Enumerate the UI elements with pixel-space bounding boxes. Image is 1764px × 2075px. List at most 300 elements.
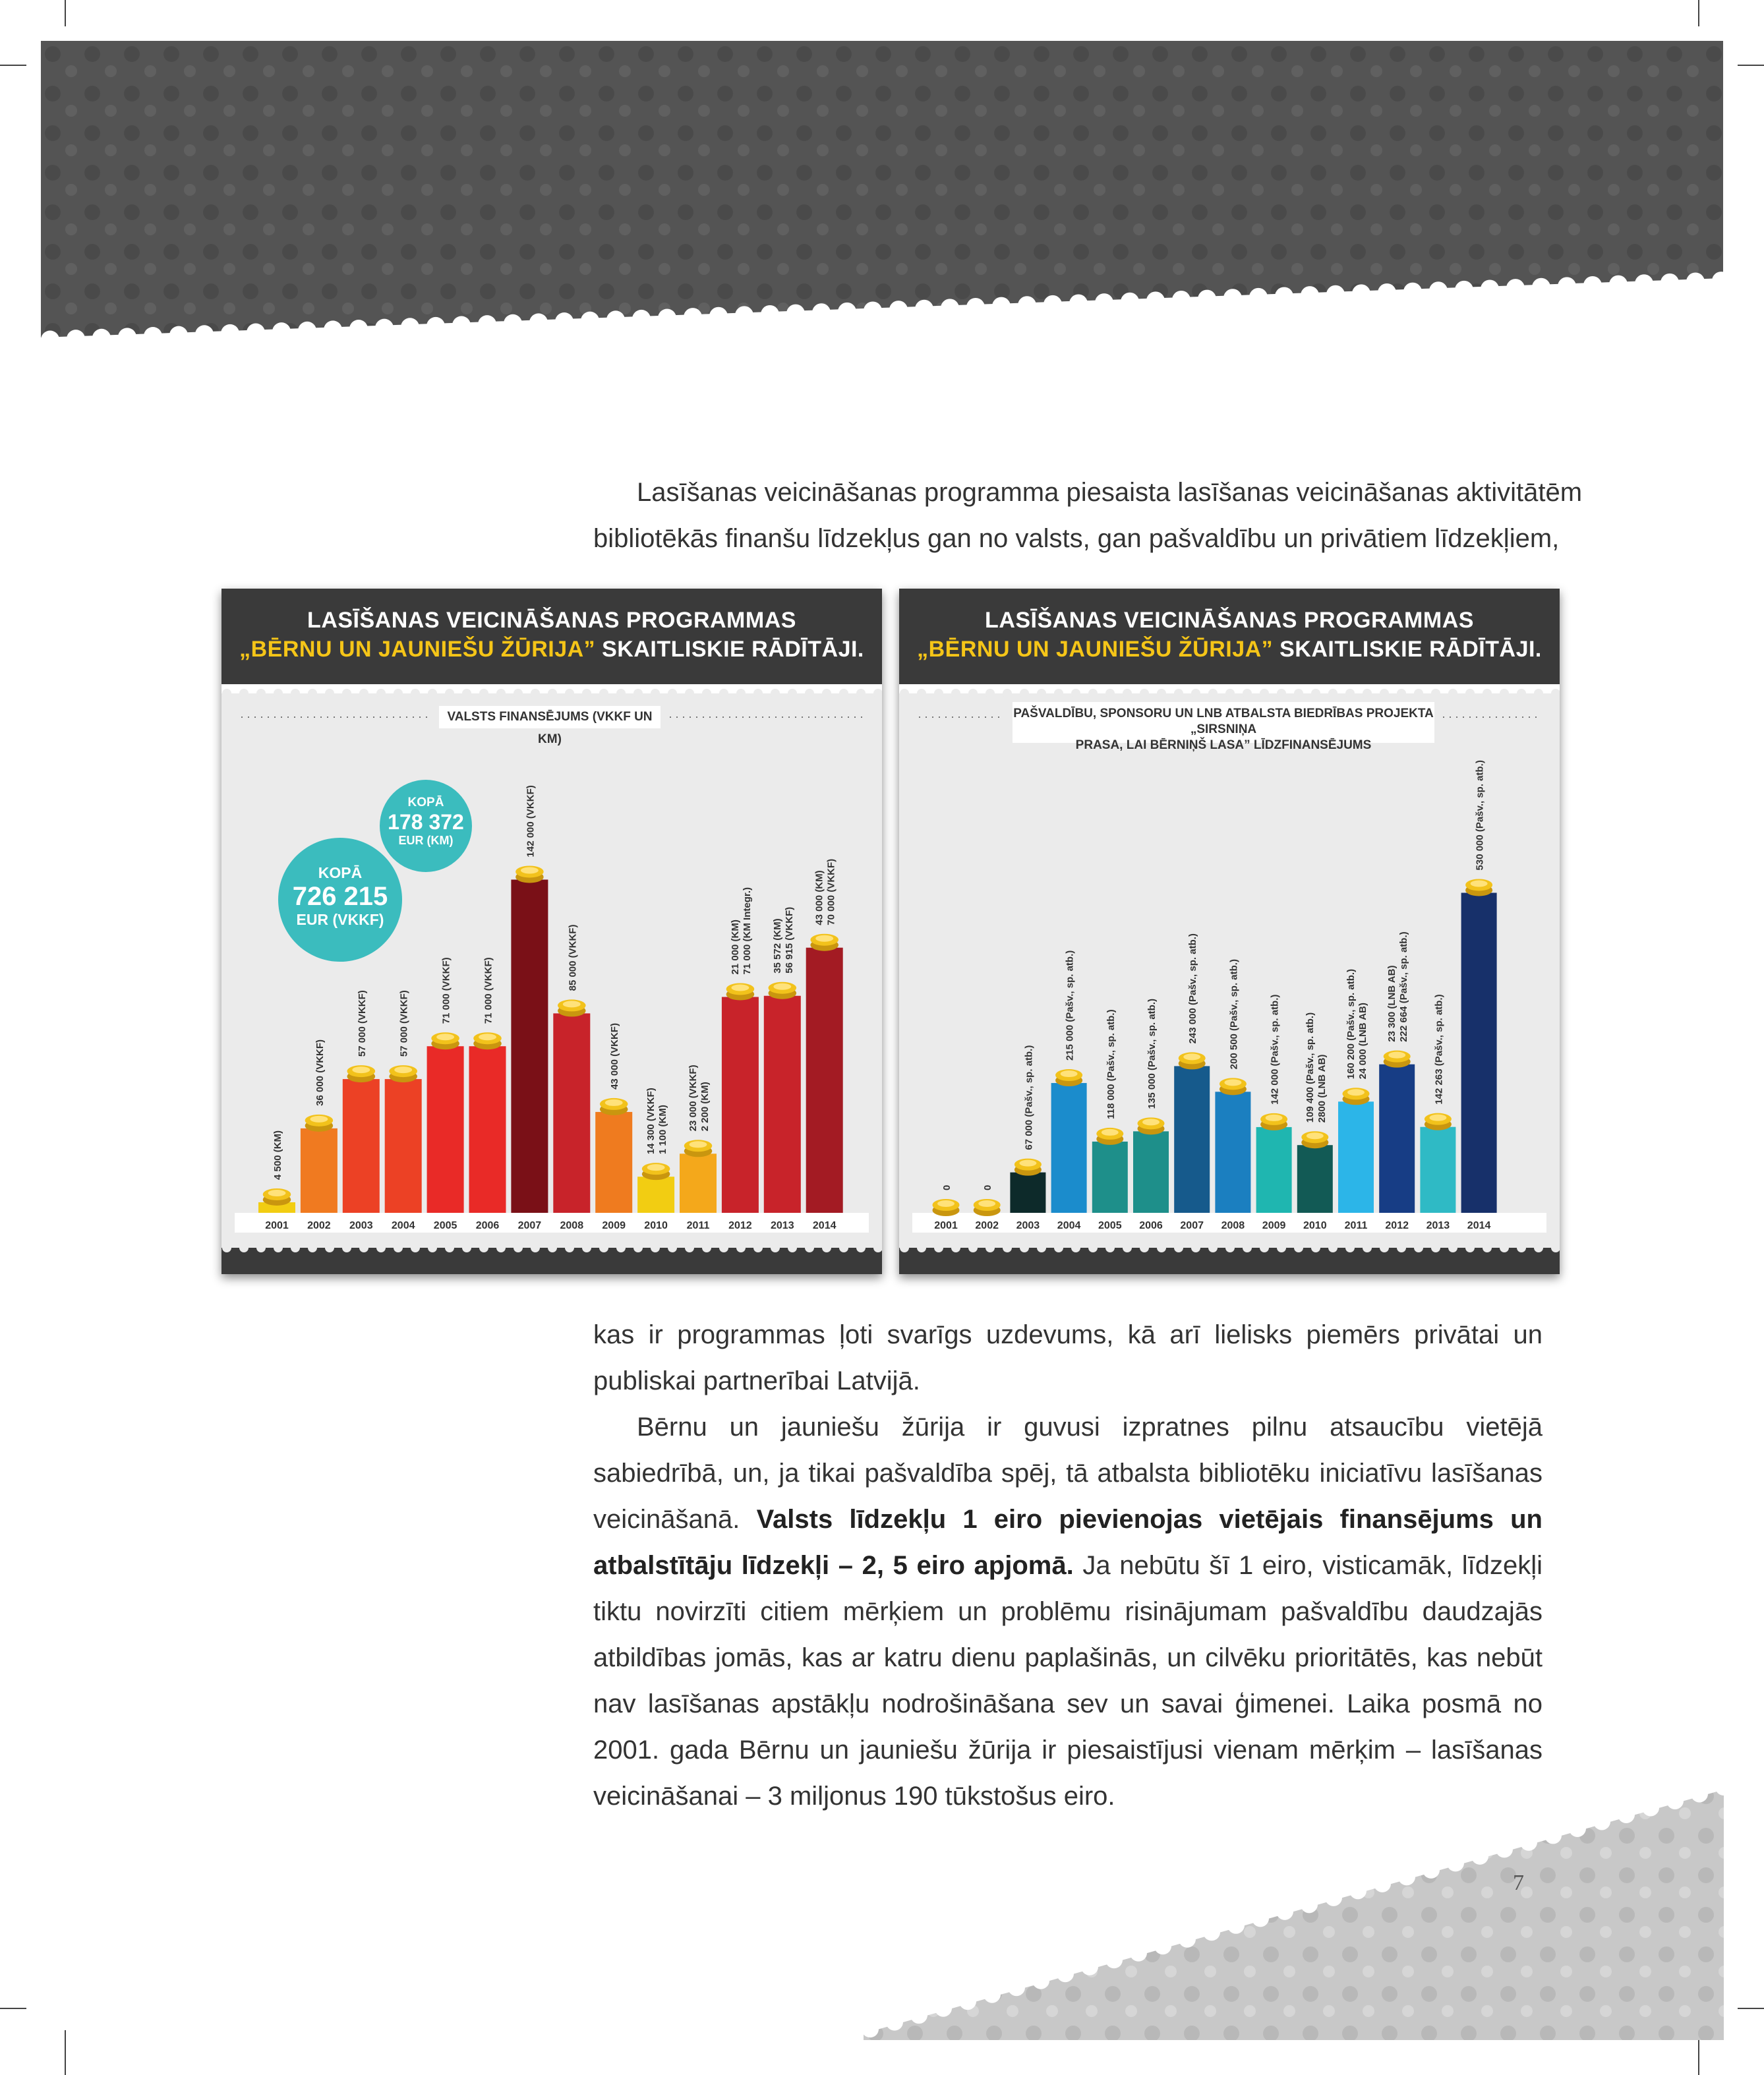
coin-icon (978, 1200, 995, 1207)
x-tick-label: 2012 (728, 1220, 752, 1231)
data-label: 4 500 (KM) (272, 1130, 283, 1180)
panel-edge-dot (934, 689, 943, 698)
panel-footer-dot (376, 1243, 386, 1252)
panel-edge-dot (394, 689, 403, 698)
panel-footer-dot (1414, 1243, 1423, 1252)
bar-2009 (1256, 1127, 1292, 1213)
bar-2004 (385, 1079, 422, 1213)
scallop-dot (1569, 1820, 1586, 1837)
scallop-dot (1032, 1972, 1049, 1989)
panel-edge-dot (788, 689, 797, 698)
scallop-dot (1558, 277, 1576, 295)
scallop-dot (1666, 1792, 1684, 1809)
total-badge-km (380, 780, 472, 872)
coin-icon (1019, 1160, 1036, 1167)
panel-footer-dot (900, 1243, 909, 1252)
panel-footer-dot (985, 1243, 995, 1252)
panel-edge-dot (1311, 689, 1320, 698)
panel-edge-dot (951, 689, 960, 698)
panel-footer-dot (1277, 1243, 1286, 1252)
scallop-dot (1661, 274, 1679, 292)
coin-icon (731, 984, 749, 991)
scallop-dot (1154, 1937, 1171, 1954)
scallop-dot (1198, 290, 1216, 308)
x-tick-label: 2014 (812, 1220, 837, 1231)
panel-footer-dot (479, 1243, 488, 1252)
panel-footer-dot (702, 1243, 711, 1252)
panel-edge-dot (822, 689, 831, 698)
panel-edge-dot (753, 689, 763, 698)
scallop-dot (144, 327, 162, 345)
scallop-dot (1276, 1903, 1293, 1920)
scallop-dot (984, 1986, 1001, 2003)
panel-footer-dot (1037, 1243, 1046, 1252)
panel-edge-dot (917, 689, 926, 698)
panel-footer-dot (1380, 1243, 1389, 1252)
panel-edge-dot (839, 689, 848, 698)
scallop-dot (504, 314, 522, 333)
crop-mark (65, 0, 66, 26)
scallop-dot (786, 305, 805, 323)
scallop-dot (1532, 278, 1550, 297)
panel-edge-dot (1534, 689, 1543, 698)
scallop-dot (1252, 1910, 1269, 1927)
panel-footer-dot (1157, 1243, 1166, 1252)
bar-2012 (1379, 1065, 1415, 1213)
panel-footer-dot (1020, 1243, 1029, 1252)
scallop-dot (195, 325, 214, 343)
panel-footer-dot (736, 1243, 746, 1252)
panel-footer-dot (462, 1243, 471, 1252)
scallop-dot (959, 1993, 976, 2010)
scallop-dot (298, 322, 316, 340)
panel-footer-dot (1500, 1243, 1509, 1252)
panel-edge-dot (1054, 689, 1063, 698)
coin-icon (436, 1034, 454, 1040)
scallop-dot (992, 297, 1011, 316)
panel-footer-dot (1328, 1243, 1338, 1252)
x-tick-label: 2011 (686, 1220, 710, 1231)
panel-edge-dot (1448, 689, 1457, 698)
scallop-dot (864, 301, 882, 320)
scallop-dot (1609, 276, 1628, 294)
coin-icon (1183, 1053, 1200, 1060)
panel-edge-dot (325, 689, 334, 698)
panel-edge-dot (1465, 689, 1475, 698)
scallop-dot (761, 305, 779, 324)
bar-2003 (343, 1079, 380, 1213)
badge-unit: EUR (VKKF) (296, 911, 384, 928)
panel-title-line1: LASĪŠANAS VEICINĀŠANAS PROGRAMMAS (307, 608, 796, 633)
scallop-dot (1593, 1813, 1610, 1830)
bar-2008 (1215, 1092, 1250, 1213)
scallop-dot (886, 2014, 903, 2031)
panel-edge-dot (1225, 689, 1235, 698)
panel-edge-dot (462, 689, 471, 698)
x-tick-label: 2008 (560, 1220, 584, 1231)
panel-footer-dot (1397, 1243, 1406, 1252)
panel-edge-dot (1088, 689, 1098, 698)
scallop-dot (1618, 1806, 1635, 1823)
panel-footer-dot (1260, 1243, 1269, 1252)
scallop-dot (915, 300, 933, 318)
panel-edge-dot (239, 689, 249, 698)
panel-edge-dot (1003, 689, 1012, 698)
crop-mark (0, 2008, 26, 2009)
data-label: 142 263 (Pašv., sp. atb.) (1433, 994, 1445, 1105)
coin-icon (647, 1164, 665, 1171)
scallop-dot (1423, 1861, 1440, 1879)
scallop-dot (709, 307, 728, 326)
scallop-dot (1496, 1840, 1513, 1857)
coin-icon (1061, 1070, 1078, 1077)
chart-panel-state-funding (221, 589, 882, 1274)
panel-edge-dot (1380, 689, 1389, 698)
scallop-dot (581, 312, 599, 330)
scallop-dot (684, 308, 702, 326)
crop-mark (1698, 0, 1699, 26)
panel-edge-dot (668, 689, 677, 698)
panel-edge-dot (308, 689, 317, 698)
data-label: 71 000 (VKKF) (440, 957, 452, 1024)
crop-mark (1738, 2008, 1764, 2009)
panel-edge-dot (1517, 689, 1526, 698)
scallop-dot (1326, 285, 1345, 304)
panel-footer-dot (856, 1243, 866, 1252)
data-label: 43 000 (VKKF) (609, 1023, 621, 1090)
panel-footer-dot (239, 1243, 249, 1252)
scallop-dot (1374, 1875, 1391, 1892)
scallop-dot (632, 310, 651, 328)
coin-icon (1429, 1115, 1446, 1121)
panel-edge-dot (256, 689, 266, 698)
panel-footer-dot (951, 1243, 960, 1252)
scallop-dot (375, 319, 394, 337)
scallop-dot (92, 329, 111, 347)
panel-edge-dot (616, 689, 626, 698)
scallop-dot (1447, 1854, 1464, 1871)
panel-edge-dot (633, 689, 643, 698)
scallop-dot (1325, 1889, 1342, 1906)
data-label: 0 (982, 1184, 994, 1190)
data-label: 35 572 (KM) (771, 918, 783, 974)
scallop-dot (658, 308, 676, 327)
scallop-dot (1506, 279, 1525, 297)
scallop-dot (889, 301, 908, 319)
chart-subtitle-line1: PAŠVALDĪBU, SPONSORU UN LNB ATBALSTA BIEDRĪBAS PROJEKTA „SIRSNIŅA (1013, 707, 1434, 736)
data-label: 67 000 (Pašv., sp. atb.) (1023, 1045, 1035, 1150)
x-tick-label: 2008 (1221, 1220, 1245, 1231)
panel-footer-dot (719, 1243, 728, 1252)
panel-edge-dot (291, 689, 300, 698)
panel-edge-dot (771, 689, 780, 698)
coin-icon (773, 983, 791, 990)
panel-footer-dot (917, 1243, 926, 1252)
data-label: 530 000 (Pašv., sp. atb.) (1474, 760, 1486, 871)
chart-panel-cofunding (899, 589, 1560, 1274)
scallop-dot (1583, 276, 1602, 295)
x-tick-label: 2013 (771, 1220, 794, 1231)
scallop-dot (1635, 274, 1653, 293)
data-label: 142 000 (Pašv., sp. atb.) (1269, 994, 1281, 1105)
scallop-dot (1121, 293, 1139, 311)
coin-icon (1142, 1119, 1160, 1125)
data-label: 215 000 (Pašv., sp. atb.) (1064, 950, 1076, 1061)
panel-footer-dot (788, 1243, 797, 1252)
badge-unit: EUR (KM) (398, 834, 454, 847)
badge-value: 726 215 (292, 882, 388, 911)
panel-footer-dot (822, 1243, 831, 1252)
bar-2007 (511, 879, 548, 1213)
x-tick-label: 2014 (1467, 1220, 1491, 1231)
coin-icon (1347, 1089, 1365, 1096)
scallop-dot (1520, 1834, 1537, 1851)
panel-footer-dot (753, 1243, 763, 1252)
panel-footer-dot (599, 1243, 608, 1252)
scallop-dot (1349, 1882, 1367, 1899)
panel-title-rest: SKAITLISKIE RĀDĪTĀJI. (595, 637, 864, 662)
badge-label: KOPĀ (407, 796, 444, 809)
panel-edge-dot (685, 689, 694, 698)
coin-icon (1471, 880, 1488, 887)
scallop-dot (478, 315, 496, 334)
panel-footer-dot (616, 1243, 626, 1252)
scallop-dot (1429, 281, 1448, 300)
panel-footer-dot (308, 1243, 317, 1252)
data-label: 57 000 (VKKF) (356, 990, 368, 1057)
paragraph-text-end: Ja nebūtu šī 1 eiro, visticamāk, līdzekļi tiktu novirzīti citiem mērķiem un problēmu risinājumam pašvaldību daudzajās atbildības jomās, kas ar katru dienu paplašinās, un cilvēku prioritātēs, kas nebūt nav lasīšanas apstākļu nodrošināšana sev un savai ģimenei. Laika posmā no 2001. gada Bērnu un jauniešu žūrija ir piesaistījusi vienam mērķim – lasīšanas veicināšanai – 3 miljonus 190 tūkstošus eiro. (593, 1551, 1543, 1811)
page-number: 7 (1513, 1871, 1524, 1895)
panel-edge-dot (702, 689, 711, 698)
panel-footer-dot (1345, 1243, 1355, 1252)
panel-footer-dot (1311, 1243, 1320, 1252)
data-label: 118 000 (Pašv., sp. atb.) (1105, 1009, 1117, 1119)
body-paragraph-intro-line2: bibliotēkās finanšu līdzekļus gan no valsts, gan pašvaldību un privātiem līdzekļiem, (593, 524, 1560, 553)
scallop-dot (1378, 283, 1396, 302)
panel-edge-dot (514, 689, 523, 698)
panel-title-line1: LASĪŠANAS VEICINĀŠANAS PROGRAMMAS (985, 608, 1474, 633)
badge-label: KOPĀ (318, 864, 363, 881)
panel-edge-dot (1294, 689, 1303, 698)
panel-footer-dot (1517, 1243, 1526, 1252)
data-label: 109 400 (Pašv., sp. atb.) (1304, 1012, 1316, 1123)
body-paragraph-main (593, 1404, 1543, 1819)
scallop-dot (1691, 1785, 1708, 1802)
panel-edge-dot (1123, 689, 1132, 698)
coin-icon (1388, 1052, 1405, 1059)
bar-2010 (637, 1177, 674, 1213)
x-tick-label: 2006 (475, 1220, 500, 1231)
panel-footer-dot (1243, 1243, 1252, 1252)
crop-mark (0, 65, 26, 66)
scallop-dot (1130, 1944, 1147, 1962)
scallop-dot (1044, 295, 1062, 314)
data-label: 56 915 (VKKF) (783, 906, 795, 974)
panel-footer-dot (1431, 1243, 1440, 1252)
panel-edge-dot (1483, 689, 1492, 698)
data-label: 85 000 (VKKF) (567, 924, 579, 991)
x-tick-label: 2004 (1057, 1220, 1081, 1231)
scallop-dot (118, 328, 136, 346)
bar-2011 (1338, 1101, 1374, 1213)
data-label: 243 000 (Pašv., sp. atb.) (1187, 933, 1199, 1044)
coin-icon (352, 1067, 370, 1073)
panel-footer-dot (582, 1243, 591, 1252)
scallop-dot (221, 324, 239, 343)
panel-edge-dot (1037, 689, 1046, 698)
panel-edge-dot (1208, 689, 1218, 698)
coin-icon (394, 1067, 412, 1073)
panel-footer-dot (411, 1243, 420, 1252)
panel-footer-dot (256, 1243, 266, 1252)
data-label: 222 664 (Pašv., sp. atb.) (1398, 931, 1410, 1042)
bar-2006 (1133, 1131, 1169, 1213)
x-tick-label: 2006 (1139, 1220, 1163, 1231)
coin-icon (937, 1200, 955, 1207)
panel-edge-dot (1277, 689, 1286, 698)
x-tick-label: 2003 (349, 1220, 373, 1231)
scallop-dot (1105, 1951, 1123, 1968)
panel-footer-dot (934, 1243, 943, 1252)
scallop-dot (735, 306, 753, 324)
x-tick-label: 2004 (391, 1220, 415, 1231)
scallop-dot (1008, 1979, 1025, 1996)
panel-footer-dot (1123, 1243, 1132, 1252)
data-label: 70 000 (VKKF) (825, 858, 837, 925)
data-label: 36 000 (VKKF) (314, 1039, 326, 1106)
panel-edge-dot (1243, 689, 1252, 698)
bar-2009 (595, 1112, 632, 1213)
scallop-dot (426, 317, 445, 336)
total-badge-vkkf (278, 838, 402, 962)
panel-footer-dot (1465, 1243, 1475, 1252)
x-tick-label: 2012 (1385, 1220, 1409, 1231)
panel-footer-dot (1225, 1243, 1235, 1252)
data-label: 160 200 (Pašv., sp. atb.) (1345, 968, 1357, 1080)
data-label: 24 000 (LNB AB) (1357, 1003, 1368, 1080)
coin-icon (1224, 1079, 1241, 1086)
x-tick-label: 2005 (433, 1220, 457, 1231)
panel-edge-dot (274, 689, 283, 698)
scallop-dot (1179, 1931, 1196, 1948)
coin-icon (521, 867, 539, 873)
panel-footer-dot (359, 1243, 368, 1252)
panel-footer-dot (805, 1243, 814, 1252)
scallop-dot (401, 318, 419, 336)
panel-edge-dot (805, 689, 814, 698)
scallop-dot (1455, 281, 1473, 299)
scallop-dot (1203, 1923, 1220, 1941)
decorative-header-band (41, 41, 1723, 351)
panel-edge-dot (548, 689, 557, 698)
coin-icon (815, 935, 833, 942)
bar-2012 (722, 997, 759, 1213)
bar-2014 (806, 948, 843, 1213)
data-label: 0 (941, 1184, 953, 1190)
data-label: 14 300 (VKKF) (645, 1088, 657, 1155)
panel-edge-dot (1328, 689, 1338, 698)
panel-footer-dot (291, 1243, 300, 1252)
data-label: 71 000 (KM Integr.) (741, 887, 753, 975)
panel-footer-dot (394, 1243, 403, 1252)
bar-2007 (1174, 1066, 1210, 1213)
scallop-dot (1018, 296, 1036, 314)
panel-footer-dot (1140, 1243, 1149, 1252)
panel-edge-dot (359, 689, 368, 698)
panel-footer-dot (1105, 1243, 1115, 1252)
body-paragraph-partnership: kas ir programmas ļoti svarīgs uzdevums, kā arī lielisks piemērs privātai un publiskai partnerībai Latvijā. (593, 1320, 1543, 1395)
panel-edge-dot (968, 689, 978, 698)
panel-footer-dot (685, 1243, 694, 1252)
scallop-dot (1249, 288, 1268, 307)
panel-edge-dot (1431, 689, 1440, 698)
decorative-footer-band (864, 1783, 1724, 2040)
panel-footer-dot (771, 1243, 780, 1252)
panel-edge-dot (1363, 689, 1372, 698)
scallop-dot (1223, 289, 1242, 307)
panel-footer-dot (428, 1243, 437, 1252)
panel-footer-dot (514, 1243, 523, 1252)
panel-footer-dot (1448, 1243, 1457, 1252)
panel-footer-dot (1054, 1243, 1063, 1252)
x-tick-label: 2001 (934, 1220, 958, 1231)
coin-icon (605, 1099, 623, 1106)
x-tick-label: 2009 (1262, 1220, 1286, 1231)
data-label: 142 000 (VKKF) (525, 785, 537, 858)
panel-footer-dot (342, 1243, 351, 1252)
panel-footer-dot (1174, 1243, 1183, 1252)
panel-footer-dot (668, 1243, 677, 1252)
panel-edge-dot (222, 689, 231, 698)
bar-2004 (1051, 1083, 1087, 1213)
panel-edge-dot (1157, 689, 1166, 698)
chart-subtitle: VALSTS FINANSĒJUMS (VKKF UN KM) (439, 706, 661, 728)
data-label: 2800 (LNB AB) (1316, 1054, 1328, 1123)
panel-title-highlight: „BĒRNU UN JAUNIEŠU ŽŪRIJA” (917, 637, 1274, 662)
x-tick-label: 2007 (1180, 1220, 1204, 1231)
paragraph-highlight: Valsts līdzekļu 1 eiro pievienojas vietējais finansējums un atbalstītāju līdzekļi – 2, 5 eiro apjomā. (593, 1505, 1543, 1580)
data-label: 23 000 (VKKF) (688, 1065, 699, 1132)
x-tick-label: 2002 (975, 1220, 999, 1231)
x-tick-label: 2013 (1426, 1220, 1450, 1231)
scallop-dot (1471, 1848, 1488, 1865)
scallop-dot (1481, 279, 1499, 298)
scallop-dot (910, 2006, 927, 2024)
panel-footer-dot (222, 1243, 231, 1252)
panel-footer-dot (1208, 1243, 1218, 1252)
panel-edge-dot (376, 689, 386, 698)
bar-2006 (469, 1046, 506, 1213)
x-tick-label: 2010 (1303, 1220, 1327, 1231)
panel-edge-dot (1140, 689, 1149, 698)
crop-mark (1738, 65, 1764, 66)
panel-footer-dot (968, 1243, 978, 1252)
x-tick-label: 2001 (265, 1220, 289, 1231)
panel-footer-dot (1071, 1243, 1080, 1252)
panel-edge-dot (1414, 689, 1423, 698)
data-label: 200 500 (Pašv., sp. atb.) (1228, 959, 1240, 1070)
panel-edge-dot (985, 689, 995, 698)
data-label: 1 100 (KM) (657, 1105, 669, 1155)
panel-edge-dot (1174, 689, 1183, 698)
coin-icon (310, 1116, 328, 1123)
x-tick-label: 2010 (644, 1220, 668, 1231)
data-label: 43 000 (KM) (813, 870, 825, 925)
scallop-dot (812, 303, 831, 322)
scallop-dot (169, 326, 188, 345)
panel-footer-dot (1191, 1243, 1200, 1252)
panel-edge-dot (1191, 689, 1200, 698)
